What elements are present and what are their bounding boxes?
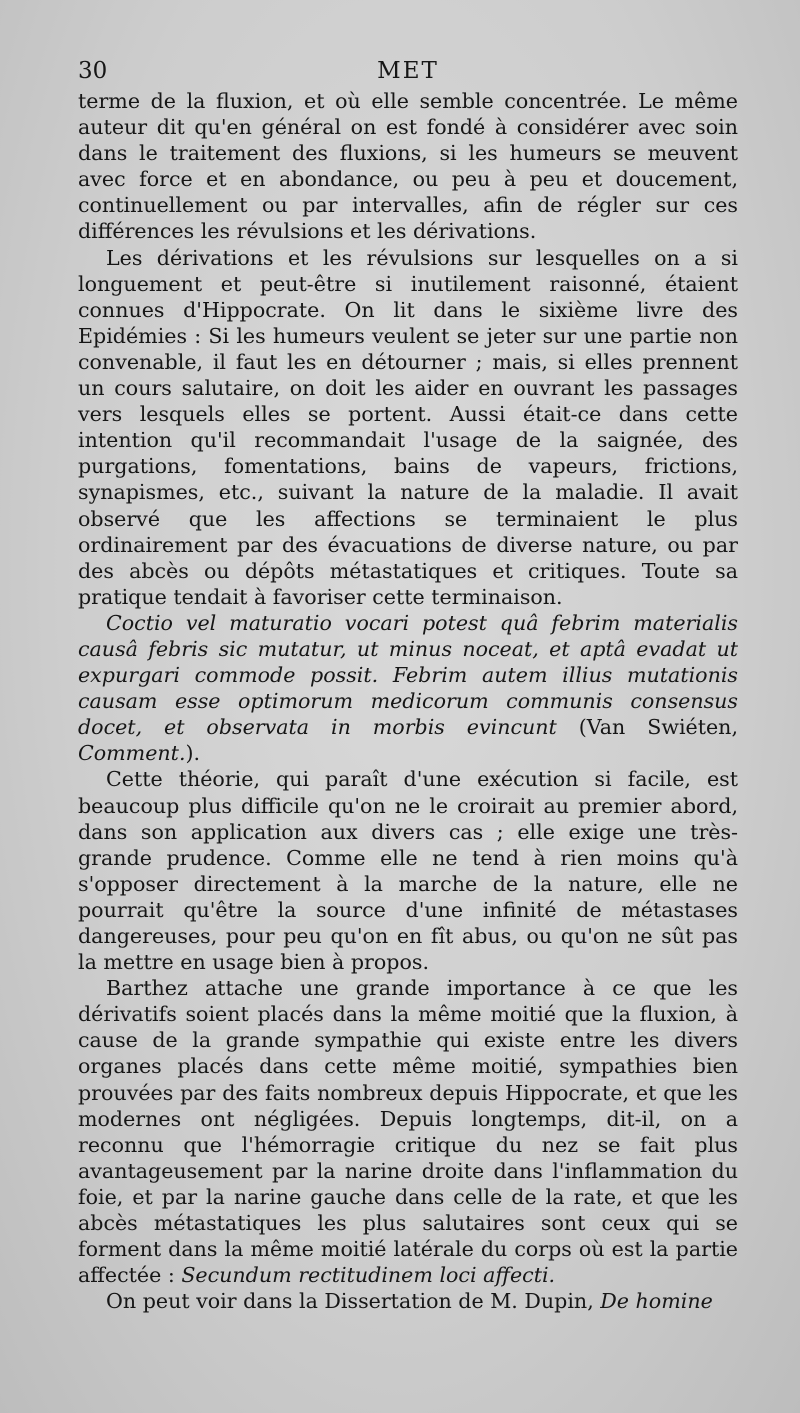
paragraph-latin-quote	[78, 610, 738, 767]
text-segment: Barthez attache une grande importance à ce que les dérivatifs soient placés dans la même moitié que la fluxion, à cause de la grande sympathie qui existe entre les divers organes placés dans cette même moitié, sympathies bien prouvées par des faits nombreux depuis Hippocrate, et que les modernes ont négligées. Depuis longtemps, dit-il, on a reconnu que l'hémorragie critique du nez se fait plus avantageusement par la narine droite dans l'inflammation du foie, et par la narine gauche dans celle de la rate, et que les abcès métastatiques les plus salutaires sont ceux qui se forment dans la même moitié latérale du corps où est la partie affectée :	[78, 976, 738, 1288]
body-text	[78, 88, 738, 1314]
italic-segment: Coctio vel maturatio vocari potest quâ febrim materialis causâ febris sic mutatur, ut minus noceat, et aptâ evadat ut expurgari commode possit. Febrim autem illius mutationis causam esse optimorum medicorum communis consensus docet, et observata in morbis evincunt	[78, 610, 738, 740]
text-segment: ).	[185, 741, 201, 766]
paragraph	[78, 766, 738, 975]
italic-segment: Comment.	[78, 741, 186, 766]
paragraph	[78, 245, 738, 610]
italic-segment: De homine	[600, 1289, 713, 1314]
text-segment: (Van Swiéten,	[556, 715, 738, 740]
running-head: MET	[377, 58, 439, 84]
text-segment: terme de la fluxion, et où elle semble concentrée. Le même auteur dit qu'en général on est fondé à considérer avec soin dans le traitement des fluxions, si les humeurs se meuvent avec force et en abondance, ou peu à peu et doucement, continuellement ou par intervalles, afin de régler sur ces différences les révulsions et les dérivations.	[78, 89, 738, 244]
italic-segment: Secundum rectitudinem loci affecti.	[181, 1263, 556, 1288]
paragraph	[78, 975, 738, 1288]
page-header	[78, 58, 738, 92]
page-number: 30	[78, 58, 108, 84]
paragraph	[78, 1288, 738, 1314]
text-segment: On peut voir dans la Dissertation de M. Dupin,	[106, 1289, 601, 1314]
paragraph	[78, 88, 738, 245]
text-segment: Cette théorie, qui paraît d'une exécution si facile, est beaucoup plus difficile qu'on ne le croirait au premier abord, dans son application aux divers cas ; elle exige une très-grande prudence. Comme elle ne tend à rien moins qu'à s'opposer directement à la marche de la nature, elle ne pourrait qu'être la source d'une infinité de métastases dangereuses, pour peu qu'on en fît abus, ou qu'on ne sût pas la mettre en usage bien à propos.	[78, 767, 738, 975]
text-segment: Les dérivations et les révulsions sur lesquelles on a si longuement et peut-être si inutilement raisonné, étaient connues d'Hippocrate. On lit dans le sixième livre des Epidémies : Si les humeurs veulent se jeter sur une partie non convenable, il faut les en détourner ; mais, si elles prennent un cours salutaire, on doit les aider en ouvrant les passages vers lesquels elles se portent. Aussi était-ce dans cette intention qu'il recommandait l'usage de la saignée, des purgations, fomentations, bains de vapeurs, frictions, synapismes, etc., suivant la nature de la maladie. Il avait observé que les affections se terminaient le plus ordinairement par des évacuations de diverse nature, ou par des abcès ou dépôts métastatiques et critiques. Toute sa pratique tendait à favoriser cette terminaison.	[78, 245, 738, 609]
